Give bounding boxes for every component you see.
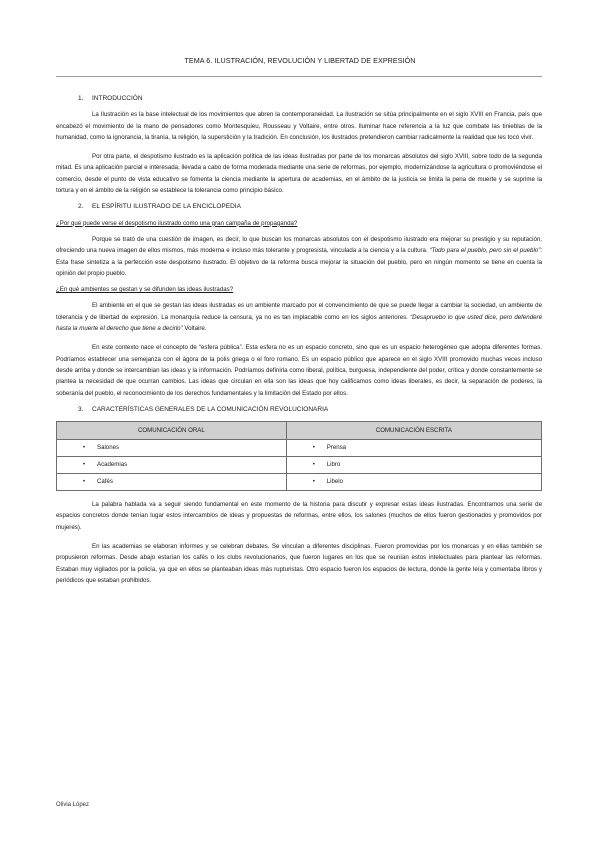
section-2-paragraph-1 [56,234,542,279]
table-cell-text: Academias [97,461,128,469]
page-footer-author: Olivia López [56,802,90,808]
section-2-paragraph-2 [56,300,542,334]
table-cell [286,474,541,491]
section-2-paragraph-1-text-a: Porque se trató de una cuestión de imagen, es decir, lo que buscan los monarcas absolutos con el despotismo ilustrado era mejorar su prestigio y su reputación, ofreciendo una nueva imagen de ellos mismos, más moderna e incluso más tolerante y progresista, vinculada a la ciencia y a la cultura. [56,235,542,255]
section-2-paragraph-1-text-b: : Esta frase sintetiza a la perfección este despotismo ilustrado. El objetivo de la reforma busca mejorar la situación del pueblo, pero en ningún momento se tiene en cuenta la opinión del propio pueblo. [56,247,542,277]
section-1-paragraph-1: La Ilustración es la base intelectual de los movimientos que abren la contemporaneidad. La Ilustración se sitúa principalmente en el siglo XVIII en Francia, país que encabezó el movimiento de la mano de pensadores como Montesquieu, Rousseau y Voltaire, entre otros. Iluminar hace referencia a la luz que combate las tinieblas de la humanidad, como la ignorancia, la tiranía, la religión, la superstición y la tradición. En conclusión, los ilustrados pretendieron cambiar radicalmente la realidad que les tocó vivir. [56,111,542,141]
table-cell-text: Prensa [326,444,347,452]
table-cell [286,440,541,457]
table-row [57,440,542,457]
table-header-written: COMUNICACIÓN ESCRITA [286,422,541,440]
table-cell [57,457,287,474]
section-2-number: 2. [78,203,84,211]
table-cell-text: Salones [97,444,120,452]
section-3-number: 3. [78,405,84,413]
section-2-paragraph-2-text-b: Voltaire. [182,325,207,333]
table-cell-text: Libelo [326,478,343,486]
section-2-question-2: ¿En qué ambientes se gestan y se difunden las ideas ilustradas? [56,286,234,294]
bullet-icon: • [312,461,315,469]
section-1-number: 1. [78,95,84,102]
table-cell [57,440,287,457]
section-2-paragraph-2-text-a: El ambiente en el que se gestan las ideas ilustradas es un ambiente marcado por el convencimiento de que se puede llegar a cambiar la sociedad, un ambiente de tolerancia y de libertad de expresión. La monarquía reduce la censura, ya no es tan implacable como en los siglos anteriores. [56,302,542,321]
table-cell-text: Cafés [97,478,113,486]
section-1-paragraph-2: Por otra parte, el despotismo ilustrado es la aplicación política de las ideas ilustradas por parte de los monarcas absolutos del siglo XVIII, sobre todo de la segunda mitad. Es una aplicación parcial e interesada, llevada a cabo de forma moderada mediante una serie de reformas, por ejemplo, modernizándose la agricultura o promoviéndose el comercio, desde el punto de vista educativo se fomenta la ciencia mediante la apertura de academias, en el ámbito de la justicia se limita la pena de muerte y se suprime la tortura y en el ámbito de la religión se establece la tolerancia como principio básico. [56,153,542,195]
bullet-icon: • [83,461,86,469]
page-header: TEMA 6. ILUSTRACIÓN, REVOLUCIÓN Y LIBERTAD DE EXPRESIÓN [184,56,416,65]
section-1-heading [78,93,542,104]
table-cell [286,457,541,474]
table-row [57,474,542,491]
communication-table [56,421,542,491]
table-cell [57,474,287,491]
table-header-oral: COMUNICACIÓN ORAL [57,422,287,440]
section-2-title: EL ESPÍRITU ILUSTRADO DE LA ENCICLOPEDIA [92,203,241,211]
section-2-quote-1: “Todo para el pueblo, pero sin el pueblo” [429,247,541,255]
section-2-heading [78,201,542,212]
section-2-paragraph-3: En este contexto nace el concepto de “esfera pública”. Esta esfera no es un espacio concreto, sino que es un espacio heterogéneo que adopta diferentes formas. Podríamos establecer una semejanza con el ágora de la polis griega o el foro romano. Es un espacio público que aparece en el siglo XVIII promovido muchas veces incluso desde arriba y donde se intercambian las ideas y la información. Podríamos definirla como liberal, política, burguesa, independiente del poder, crítica y donde constantemente se plantea la necesidad de que ocurran cambios. Las ideas que circulan en ella son las ideas que hoy calificamos como ideas liberales, es decir, la separación de poderes, la soberanía del pueblo, el reconocimiento de los derechos fundamentales y la limitación del Estado por ellos. [56,344,542,397]
table-cell-text: Libro [326,461,341,469]
section-2-question-1: ¿Por qué puede verse el despotismo ilustrado como una gran campaña de propaganda? [56,219,298,227]
bullet-icon: • [83,444,86,452]
bullet-icon: • [312,444,315,452]
section-3-paragraph-2: En las academias se elaboran informes y se celebran debates. Se vinculan a diferentes disciplinas. Fueron promovidas por los monarcas y en ellas también se propusieron reformas. Desde abajo estarían los cafés o los clubs revolucionarios, que fueron lugares en los que se reunían estos intelectuales para plantear las reformas. Estaban muy vigilados por la policía, ya que en ellos se planteaban ideas más rupturistas. Otro espacio fueron los espacios de lectura, donde la gente leía y comentaba libros y periódicos que estaban prohibidos. [56,543,542,584]
page-content [56,93,542,586]
table-header-row [57,422,542,440]
section-3-heading [78,404,542,415]
bullet-icon: • [312,478,315,486]
table-row [57,457,542,474]
section-3-title: CARACTERÍSTICAS GENERALES DE LA COMUNICACIÓN REVOLUCIONARIA [92,405,329,413]
section-1-title: INTRODUCCIÓN [92,95,143,102]
section-2-quote-2: “Desapruebo lo que usted dice, pero defenderé hasta la muerte el derecho que tiene a decirlo” [56,313,542,333]
bullet-icon: • [83,478,86,486]
section-3-paragraph-1: La palabra hablada va a seguir siendo fundamental en este momento de la historia para discutir y expresar estas ideas ilustradas. Encontramos una serie de espacios concretos donde tenían lugar estos intercambios de ideas y propuestas de reformas, entre ellos, los salones (muchos de ellos fueron gestionados y promovidos por mujeres). [56,501,542,531]
header-rule [56,76,542,77]
